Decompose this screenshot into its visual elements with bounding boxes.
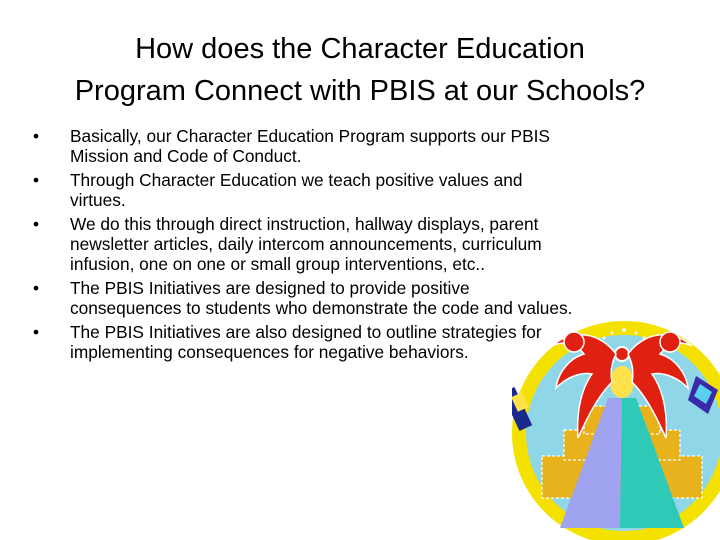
bullet-text: The PBIS Initiatives are designed to provide positive consequences to students who demonstrate the code and values. bbox=[70, 278, 573, 318]
bullet-text: Basically, our Character Education Program supports our PBIS Mission and Code of Conduct. bbox=[70, 126, 550, 166]
bullet-text: Through Character Education we teach positive values and virtues. bbox=[70, 170, 523, 210]
bullet-marker: • bbox=[32, 170, 40, 190]
bullet-item bbox=[28, 322, 573, 362]
bullet-text: The PBIS Initiatives are also designed to outline strategies for implementing consequences for negative behaviors. bbox=[70, 322, 542, 362]
bullet-marker: • bbox=[32, 278, 40, 298]
emblem-jewel bbox=[615, 347, 629, 361]
slide-title bbox=[20, 28, 700, 112]
bullet-marker: • bbox=[32, 322, 40, 342]
title-line-2: Program Connect with PBIS at our Schools? bbox=[74, 75, 646, 107]
bullet-marker: • bbox=[32, 126, 40, 146]
bullet-item bbox=[28, 278, 573, 318]
bullet-list bbox=[28, 126, 573, 366]
character-education-emblem-icon bbox=[512, 288, 720, 540]
bullet-text: We do this through direct instruction, hallway displays, parent newsletter articles, daily intercom announcements, curriculum infusion, one on one or small group interventions, etc.. bbox=[70, 214, 542, 274]
bullet-marker: • bbox=[32, 214, 40, 234]
bullet-item bbox=[28, 170, 573, 210]
bullet-item bbox=[28, 214, 573, 274]
bullet-item bbox=[28, 126, 573, 166]
title-line-1: How does the Character Education bbox=[135, 33, 585, 65]
emblem-orb bbox=[610, 366, 634, 398]
